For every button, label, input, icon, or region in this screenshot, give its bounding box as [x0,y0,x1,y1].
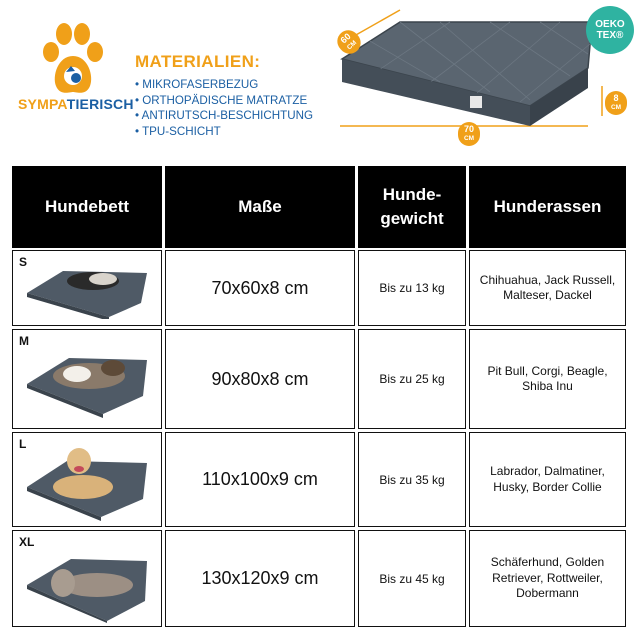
size-label: L [19,437,27,451]
size-cell [12,432,162,527]
brand-name [18,96,134,112]
weight-cell: Bis zu 25 kg [358,329,466,429]
table-row [12,432,626,527]
weight-cell: Bis zu 35 kg [358,432,466,527]
height-dimension-badge: 8 CM [605,91,627,115]
table-row [12,250,626,326]
header-masse: Maße [165,166,355,248]
breeds-cell: Pit Bull, Corgi, Beagle, Shiba Inu [469,329,626,429]
header-hundebett: Hundebett [12,166,162,248]
badge-line1: OEKO [595,19,625,30]
dog-bed-photo-s [23,263,151,319]
dog-bed-photo-xl [23,545,151,623]
size-label: S [19,255,28,269]
header-hundegewicht: Hunde-gewicht [358,166,466,248]
breeds-cell: Labrador, Dalmatiner, Husky, Border Collie [469,432,626,527]
weight-cell: Bis zu 45 kg [358,530,466,627]
breeds-cell: Schäferhund, Golden Retriever, Rottweiler, Dobermann [469,530,626,627]
size-cell [12,250,162,326]
oeko-tex-badge [586,6,634,54]
materials-list [135,77,313,139]
table-row [12,329,626,429]
size-table [12,166,626,627]
materials-title: MATERIALIEN: [135,52,261,71]
size-label: M [19,334,29,348]
dimensions-cell: 110x100x9 cm [165,432,355,527]
breeds-cell: Chihuahua, Jack Russell, Malteser, Dackel [469,250,626,326]
material-item: • ORTHOPÄDISCHE MATRATZE [135,93,308,107]
brand-name-part2: TIERISCH [66,96,134,112]
mattress-image [330,4,630,154]
table-header [12,166,626,248]
dimensions-cell: 70x60x8 cm [165,250,355,326]
depth-dimension-badge: 60 CM [333,26,365,59]
header-hunderassen: Hunderassen [469,166,626,248]
dimensions-cell: 130x120x9 cm [165,530,355,627]
dog-bed-photo-m [23,346,151,418]
material-item: • MIKROFASERBEZUG [135,78,259,91]
material-item: • TPU-SCHICHT [135,124,221,138]
weight-cell: Bis zu 13 kg [358,250,466,326]
table-row [12,530,626,627]
paw-icon [38,18,108,108]
size-cell [12,329,162,429]
size-label: XL [19,535,35,549]
dimensions-cell: 90x80x8 cm [165,329,355,429]
material-item: • ANTIRUTSCH-BESCHICHTUNG [135,109,313,122]
width-dimension-badge: 70 CM [458,122,480,146]
brand-name-part1: SYMPA [18,96,67,112]
size-cell [12,530,162,627]
badge-line2: TEX® [596,30,624,41]
dog-bed-photo-l [23,443,151,521]
